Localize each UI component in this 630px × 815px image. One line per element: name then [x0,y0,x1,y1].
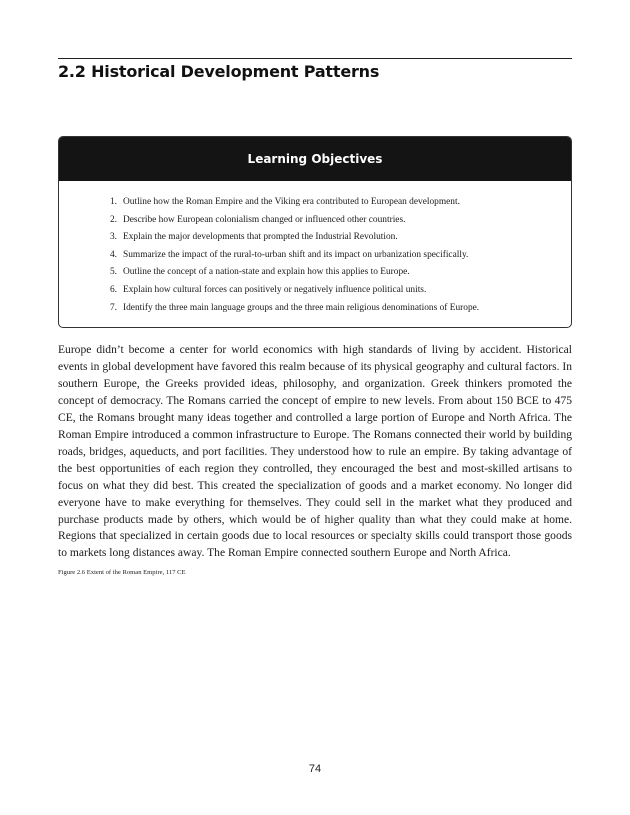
objective-item [99,264,559,282]
objective-number: 5. [109,267,117,278]
objective-number: 7. [109,302,117,313]
objective-number: 2. [109,214,117,225]
objective-text: Outline the concept of a nation-state and explain how this applies to Europe. [123,267,410,278]
objective-number: 3. [109,232,117,243]
objective-item [99,300,559,318]
page-number: 74 [308,763,322,775]
learning-objectives-list [99,194,559,317]
objective-item [99,194,559,212]
figure-caption: Figure 2.6 Extent of the Roman Empire, 117 CE [58,569,186,576]
objective-text: Outline how the Roman Empire and the Viking era contributed to European development. [123,197,460,207]
learning-objectives-box [58,136,572,328]
objective-item [99,282,559,300]
objective-text: Explain the major developments that prompted the Industrial Revolution. [123,232,398,243]
objective-text: Describe how European colonialism changed or influenced other countries. [123,214,406,225]
objective-text: Explain how cultural forces can positively or negatively influence political units. [123,284,427,295]
body-paragraph: Europe didn’t become a center for world economics with high standards of living by accident. Historical events in global development have favored this realm because of its physical geography and cultural factors. In southern Europe, the Greeks provided ideas, philosophy, and organization. Greek thinkers promoted the concept of democracy. The Romans carried the concept of empire to new levels. From about 150 BCE to 475 CE, the Romans brought many ideas together and controlled a large portion of Europe and North Africa. The Roman Empire introduced a common infrastructure to Europe. The Romans connected their world by building roads, bridges, aqueducts, and port facilities. They understood how to rule an empire. By taking advantage of the best opportunities of each region they controlled, they encouraged the best and most-skilled artisans to focus on what they did best. This created the specialization of goods and a market economy. No longer did everyone have to make everything for themselves. They could sell in the market what they produced and purchase products made by others, which would be of higher quality than what they could make at home. Regions that specialized in certain goods due to local resources or specialty skills could transport those goods to markets long distances away. The Roman Empire connected southern Europe and North Africa. [58,344,572,560]
objective-number: 1. [109,197,117,207]
objective-item [99,247,559,265]
objective-number: 6. [109,284,117,295]
objective-number: 4. [109,249,117,260]
learning-objectives-heading: Learning Objectives [59,137,571,181]
objective-text: Identify the three main language groups and the three main religious denominations of Europe. [123,302,480,313]
top-rule [58,58,572,59]
objective-item [99,229,559,247]
section-title: 2.2 Historical Development Patterns [58,62,380,81]
objective-text: Summarize the impact of the rural-to-urban shift and its impact on urbanization specifically. [123,249,469,260]
objective-item [99,212,559,230]
